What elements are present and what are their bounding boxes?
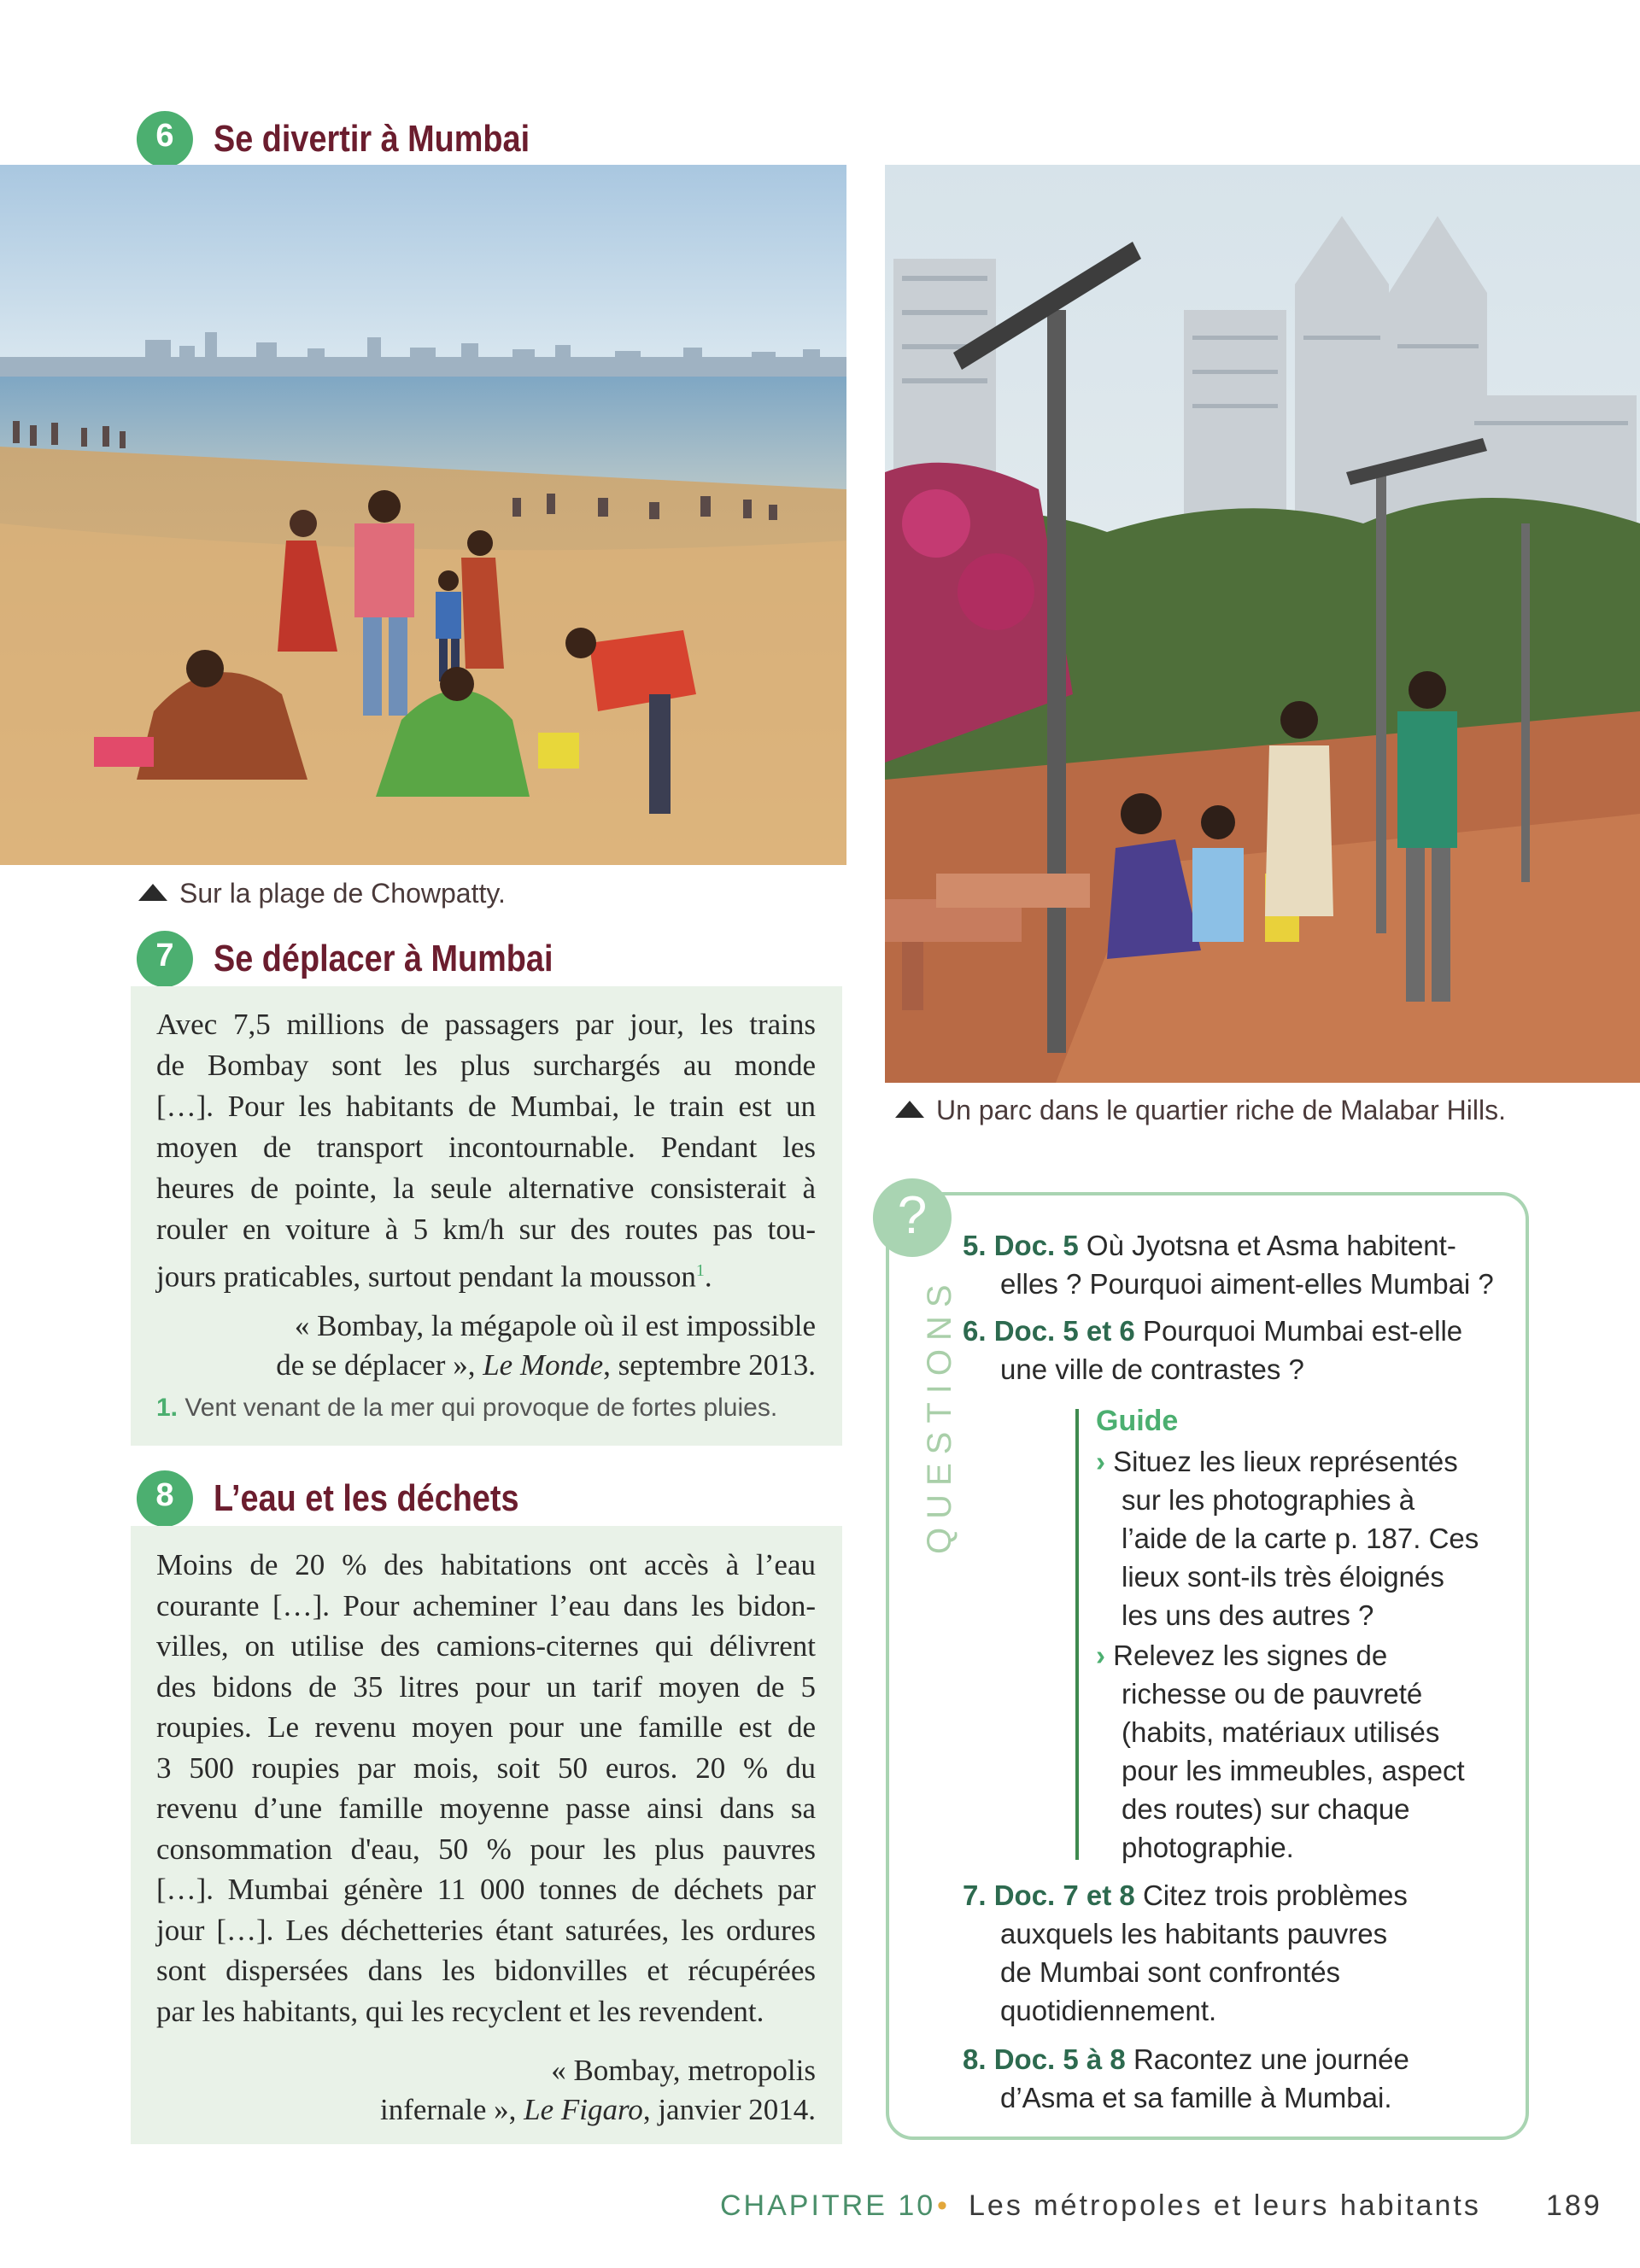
beach-photo [0, 165, 846, 865]
doc8-line: courante […]. Pour acheminer l’eau dans les bidon- [156, 1588, 816, 1622]
park-caption: Un parc dans le quartier riche de Malabar Hills. [895, 1095, 1506, 1126]
doc6-heading [135, 109, 581, 169]
doc7-line: de Bombay sont les plus surchargés au monde [156, 1049, 816, 1082]
doc7-line: rouler en voiture à 5 km/h sur des routes pas tou- [156, 1213, 816, 1246]
question-8: 8. Doc. 5 à 8 Racontez une journée d’Asma et sa famille à Mumbai. [963, 2043, 1409, 2113]
guide-item-2: › Relevez les signes de richesse ou de pauvreté (habits, matériaux utilisés pour les immeubles, aspect des routes) sur chaque photographie. [1096, 1640, 1465, 1863]
doc8-body [156, 1545, 816, 2031]
question-5: 5. Doc. 5 Où Jyotsna et Asma habitent- elles ? Pourquoi aiment-elles Mumbai ? [963, 1230, 1494, 1300]
doc7-source: « Bombay, la mégapole où il est impossible de se déplacer », Le Monde, septembre 2013. [276, 1309, 816, 1382]
doc8-line: sont dispersées dans les bidonvilles et récupérées [156, 1954, 816, 1987]
guide-item-1: › Situez les lieux représentés sur les photographies à l’aide de la carte p. 187. Ces lieux sont-ils très éloignés les uns des autres ? [1096, 1446, 1479, 1631]
doc6-number-badge: 6 [135, 109, 195, 169]
doc7-number-badge: 7 [135, 929, 195, 989]
doc7-title: Se déplacer à Mumbai [214, 938, 554, 979]
guide-divider [1075, 1409, 1079, 1860]
footer-chapter: CHAPITRE 10 [720, 2189, 936, 2222]
question-7: 7. Doc. 7 et 8 Citez trois problèmes auxquels les habitants pauvres de Mumbai sont confrontés quotidiennement. [963, 1879, 1408, 2026]
footnote-mark: 1 [695, 1261, 705, 1280]
question-6: 6. Doc. 5 et 6 Pourquoi Mumbai est-elle une ville de contrastes ? [963, 1315, 1463, 1385]
doc8-line: Moins de 20 % des habitations ont accès à l’eau [156, 1548, 816, 1581]
doc7-heading [135, 929, 608, 989]
chevron-right-icon: › [1096, 1446, 1105, 1477]
park-photo [885, 165, 1640, 1083]
doc6-title: Se divertir à Mumbai [214, 118, 530, 160]
doc8-title: L’eau et les déchets [214, 1477, 519, 1519]
doc7-line: heures de pointe, la seule alternative consisterait à [156, 1172, 816, 1205]
doc7-line: Avec 7,5 millions de passagers par jour, les trains [156, 1008, 816, 1041]
doc8-line: villes, on utilise des camions-citernes qui délivrent [156, 1629, 816, 1663]
footer-title: Les métropoles et leurs habitants [969, 2189, 1481, 2222]
doc8-line: jour […]. Les déchetteries étant saturées, les ordures [156, 1913, 816, 1947]
chevron-right-icon: › [1096, 1640, 1105, 1671]
doc8-line: 3 500 roupies par mois, soit 50 euros. 20 % du [156, 1751, 816, 1785]
page-number: 189 [1546, 2189, 1602, 2222]
questions-vertical-label: QUESTIONS [921, 1276, 958, 1554]
doc7-line: […]. Pour les habitants de Mumbai, le train est un [156, 1090, 816, 1123]
guide-title: Guide [1096, 1405, 1179, 1437]
doc8-line: par les habitants, qui les recyclent et les revendent. [156, 1994, 764, 2028]
doc8-source: « Bombay, metropolis infernale », Le Figaro, janvier 2014. [380, 2054, 816, 2126]
beach-caption: Sur la plage de Chowpatty. [138, 878, 506, 909]
doc8-line: roupies. Le revenu moyen pour une famille est de [156, 1710, 816, 1744]
doc8-line: revenu d’une famille moyenne passe ainsi dans sa [156, 1792, 816, 1825]
question-mark-icon: ? [871, 1177, 953, 1259]
triangle-up-icon [138, 884, 167, 901]
doc8-number-badge: 8 [135, 1469, 195, 1529]
doc8-heading [135, 1469, 569, 1529]
doc7-note: 1. Vent venant de la mer qui provoque de fortes pluies. [156, 1394, 778, 1422]
doc7-line: moyen de transport incontournable. Pendant les [156, 1131, 816, 1164]
footer-bullet: • [937, 2189, 950, 2222]
triangle-up-icon [895, 1101, 924, 1118]
doc8-line: des bidons de 35 litres pour un tarif moyen de 5 [156, 1669, 816, 1704]
doc8-line: consommation d'eau, 50 % pour les plus pauvres [156, 1832, 816, 1866]
doc7-body [156, 1004, 816, 1298]
doc7-last-line: jours praticables, surtout pendant la mousson$^1$. [156, 1260, 712, 1294]
doc8-line: […]. Mumbai génère 11 000 tonnes de déchets par [156, 1873, 816, 1906]
